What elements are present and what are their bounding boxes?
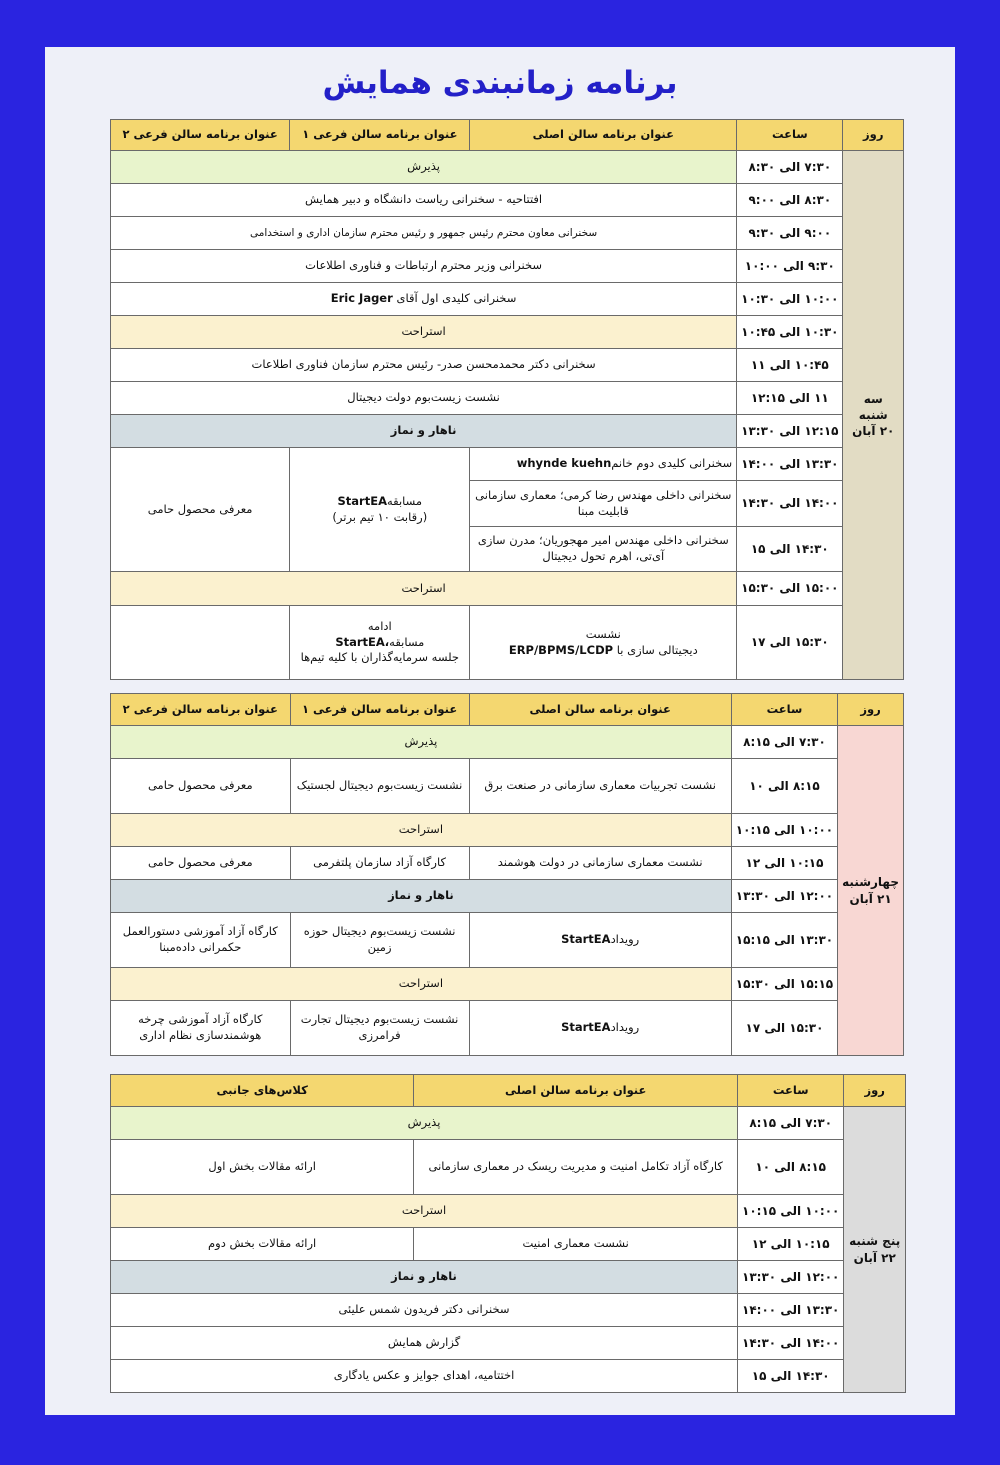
main-hall-cell: نشست معماری امنیت — [414, 1228, 738, 1261]
table-row — [111, 913, 904, 968]
time-cell: ۱۳:۳۰ الی ۱۴:۰۰ — [738, 1294, 844, 1327]
table-row — [111, 448, 904, 481]
schedule-table-tuesday — [110, 119, 904, 680]
time-cell: ۱۰:۴۵ الی ۱۱ — [737, 349, 843, 382]
session-text: جلسه سرمایه‌گذاران با کلیه تیم‌ها — [300, 650, 459, 665]
table-row — [111, 968, 904, 1001]
session-cell: پذیرش — [111, 151, 737, 184]
table-header-row — [111, 1075, 906, 1107]
side-hall-2-cell: معرفی محصول حامی — [111, 759, 291, 814]
session-cell: سخنرانی معاون محترم رئیس جمهور و رئیس محترم سازمان اداری و استخدامی — [111, 217, 737, 250]
table-row — [111, 184, 904, 217]
table-row — [111, 1107, 906, 1140]
side-hall-2-cell: کارگاه آزاد آموزشی دستورالعمل حکمرانی داده‌مبنا — [111, 913, 291, 968]
time-cell: ۱۱ الی ۱۲:۱۵ — [737, 382, 843, 415]
table-row — [111, 151, 904, 184]
table-row — [111, 1140, 906, 1195]
time-cell: ۱۰:۰۰ الی ۱۰:۱۵ — [738, 1195, 844, 1228]
time-cell: ۱۴:۰۰ الی ۱۴:۳۰ — [737, 481, 843, 527]
header-side-classes: کلاس‌های جانبی — [111, 1075, 414, 1107]
session-cell: افتتاحیه - سخنرانی ریاست دانشگاه و دبیر همایش — [111, 184, 737, 217]
day-cell — [844, 1107, 906, 1393]
side-hall-1-cell: نشست زیست‌بوم دیجیتال حوزه زمین — [290, 913, 469, 968]
table-row — [111, 1360, 906, 1393]
main-hall-cell — [470, 606, 737, 680]
time-cell: ۱۵:۳۰ الی ۱۷ — [737, 606, 843, 680]
break-cell: استراحت — [111, 814, 732, 847]
main-hall-cell — [470, 448, 737, 481]
session-cell: پذیرش — [111, 726, 732, 759]
time-cell: ۱۵:۳۰ الی ۱۷ — [731, 1001, 837, 1056]
main-hall-cell — [469, 1001, 731, 1056]
session-text: ادامه — [367, 619, 392, 634]
main-hall-cell: سخنرانی داخلی مهندس امیر مهجوریان؛ مدرن سازی آی‌تی، اهرم تحول دیجیتال — [470, 527, 737, 572]
time-cell: ۷:۳۰ الی ۸:۱۵ — [731, 726, 837, 759]
main-hall-cell: نشست تجربیات معماری سازمانی در صنعت برق — [469, 759, 731, 814]
header-side-hall-2: عنوان برنامه سالن فرعی ۲ — [111, 120, 290, 151]
session-text: رویداد — [610, 932, 640, 947]
table-row — [111, 415, 904, 448]
session-cell: سخنرانی دکتر محمدمحسن صدر- رئیس محترم سازمان فناوری اطلاعات — [111, 349, 737, 382]
table-row — [111, 1195, 906, 1228]
header-day: روز — [838, 694, 904, 726]
schedule-page — [45, 47, 955, 1415]
side-hall-1-cell — [290, 606, 470, 680]
time-cell: ۸:۳۰ الی ۹:۰۰ — [737, 184, 843, 217]
side-hall-1-cell: کارگاه آزاد سازمان پلتفرمی — [290, 847, 469, 880]
table-row — [111, 1261, 906, 1294]
day-date: ۲۲ آبان — [853, 1250, 896, 1265]
competition-sub: (رقابت ۱۰ تیم برتر) — [332, 509, 428, 524]
main-hall-cell: نشست معماری سازمانی در دولت هوشمند — [469, 847, 731, 880]
header-main-hall: عنوان برنامه سالن اصلی — [469, 694, 731, 726]
speaker-name: Eric Jager — [330, 291, 393, 306]
event-name: StartEA — [561, 1020, 611, 1035]
side-hall-2-cell — [111, 606, 290, 680]
header-side-hall-1: عنوان برنامه سالن فرعی ۱ — [290, 694, 469, 726]
time-cell: ۱۳:۳۰ الی ۱۴:۰۰ — [737, 448, 843, 481]
session-text: رویداد — [610, 1020, 640, 1035]
time-cell: ۸:۱۵ الی ۱۰ — [731, 759, 837, 814]
session-cell — [111, 283, 737, 316]
table-row — [111, 382, 904, 415]
header-day: روز — [844, 1075, 906, 1107]
time-cell: ۱۲:۱۵ الی ۱۳:۳۰ — [737, 415, 843, 448]
time-cell: ۱۴:۳۰ الی ۱۵ — [738, 1360, 844, 1393]
table-row — [111, 847, 904, 880]
break-cell: استراحت — [111, 1195, 738, 1228]
table-row — [111, 1294, 906, 1327]
table-row — [111, 759, 904, 814]
break-cell: استراحت — [111, 572, 737, 606]
session-cell: اختتامیه، اهدای جوایز و عکس یادگاری — [111, 1360, 738, 1393]
header-time: ساعت — [731, 694, 837, 726]
header-time: ساعت — [738, 1075, 844, 1107]
side-hall-1-cell: نشست زیست‌بوم دیجیتال تجارت فرامرزی — [290, 1001, 469, 1056]
session-cell: گزارش همایش — [111, 1327, 738, 1360]
table-row — [111, 726, 904, 759]
time-cell: ۱۰:۳۰ الی ۱۰:۴۵ — [737, 316, 843, 349]
header-main-hall: عنوان برنامه سالن اصلی — [470, 120, 737, 151]
side-hall-2-cell: معرفی محصول حامی — [111, 448, 290, 572]
session-text: نشست — [585, 626, 621, 641]
event-name: StartEA — [561, 932, 611, 947]
lunch-cell: ناهار و نماز — [111, 880, 732, 913]
table-row — [111, 349, 904, 382]
session-text: سخنرانی کلیدی دوم خانم — [611, 456, 733, 471]
table-row — [111, 606, 904, 680]
break-cell: استراحت — [111, 316, 737, 349]
time-cell: ۱۵:۰۰ الی ۱۵:۳۰ — [737, 572, 843, 606]
table-header-row — [111, 120, 904, 151]
day-cell — [838, 726, 904, 1056]
competition-name: StartEA — [337, 493, 387, 508]
side-hall-2-cell: معرفی محصول حامی — [111, 847, 291, 880]
time-cell: ۷:۳۰ الی ۸:۱۵ — [738, 1107, 844, 1140]
header-day: روز — [843, 120, 904, 151]
time-cell: ۱۴:۰۰ الی ۱۴:۳۰ — [738, 1327, 844, 1360]
main-hall-cell: سخنرانی داخلی مهندس رضا کرمی؛ معماری سازمانی قابلیت مبنا — [470, 481, 737, 527]
table-row — [111, 217, 904, 250]
time-cell: ۱۲:۰۰ الی ۱۳:۳۰ — [738, 1261, 844, 1294]
schedule-table-thursday — [110, 1074, 906, 1393]
header-time: ساعت — [737, 120, 843, 151]
side-hall-1-cell — [290, 448, 470, 572]
side-hall-1-cell: نشست زیست‌بوم دیجیتال لجستیک — [290, 759, 469, 814]
speaker-name: whynde kuehn — [516, 456, 612, 471]
time-cell: ۷:۳۰ الی ۸:۳۰ — [737, 151, 843, 184]
time-cell: ۱۵:۱۵ الی ۱۵:۳۰ — [731, 968, 837, 1001]
session-cell: سخنرانی وزیر محترم ارتباطات و فناوری اطلاعات — [111, 250, 737, 283]
table-row — [111, 1228, 906, 1261]
session-text: مسابقه — [389, 634, 425, 649]
table-row — [111, 316, 904, 349]
header-main-hall: عنوان برنامه سالن اصلی — [414, 1075, 738, 1107]
day-name: چهارشنبه — [842, 875, 899, 890]
platform-name: ERP/BPMS/LCDP — [508, 642, 614, 657]
table-row — [111, 283, 904, 316]
time-cell: ۱۴:۳۰ الی ۱۵ — [737, 527, 843, 572]
schedule-table-wednesday — [110, 693, 904, 1056]
session-cell: نشست زیست‌بوم دولت دیجیتال — [111, 382, 737, 415]
time-cell: ۱۰:۱۵ الی ۱۲ — [738, 1228, 844, 1261]
table-row — [111, 250, 904, 283]
day-date: ۲۰ آبان — [852, 424, 895, 439]
table-row — [111, 1327, 906, 1360]
time-cell: ۱۲:۰۰ الی ۱۳:۳۰ — [731, 880, 837, 913]
header-side-hall-1: عنوان برنامه سالن فرعی ۱ — [290, 120, 470, 151]
lunch-cell: ناهار و نماز — [111, 1261, 738, 1294]
session-cell: سخنرانی دکتر فریدون شمس علیئی — [111, 1294, 738, 1327]
competition-name: StartEA، — [335, 634, 390, 649]
table-row — [111, 1001, 904, 1056]
session-text: دیجیتالی سازی با — [616, 642, 698, 657]
session-text: سخنرانی کلیدی اول آقای — [396, 291, 517, 306]
time-cell: ۹:۰۰ الی ۹:۳۰ — [737, 217, 843, 250]
break-cell: استراحت — [111, 968, 732, 1001]
time-cell: ۱۳:۳۰ الی ۱۵:۱۵ — [731, 913, 837, 968]
main-hall-cell — [469, 913, 731, 968]
competition-label: مسابقه — [386, 493, 423, 508]
table-row — [111, 572, 904, 606]
page-title: برنامه زمانبندی همایش — [322, 65, 678, 101]
time-cell: ۸:۱۵ الی ۱۰ — [738, 1140, 844, 1195]
time-cell: ۱۰:۰۰ الی ۱۰:۳۰ — [737, 283, 843, 316]
day-cell — [843, 151, 904, 680]
table-header-row — [111, 694, 904, 726]
main-hall-cell: کارگاه آزاد تکامل امنیت و مدیریت ریسک در معماری سازمانی — [414, 1140, 738, 1195]
time-cell: ۱۰:۰۰ الی ۱۰:۱۵ — [731, 814, 837, 847]
time-cell: ۹:۳۰ الی ۱۰:۰۰ — [737, 250, 843, 283]
table-row — [111, 880, 904, 913]
side-hall-2-cell: کارگاه آزاد آموزشی چرخه هوشمندسازی نظام اداری — [111, 1001, 291, 1056]
day-name: سه شنبه — [858, 391, 888, 422]
side-class-cell: ارائه مقالات بخش دوم — [111, 1228, 414, 1261]
header-side-hall-2: عنوان برنامه سالن فرعی ۲ — [111, 694, 291, 726]
side-class-cell: ارائه مقالات بخش اول — [111, 1140, 414, 1195]
day-date: ۲۱ آبان — [849, 891, 892, 906]
day-name: پنج شنبه — [849, 1234, 901, 1249]
lunch-cell: ناهار و نماز — [111, 415, 737, 448]
table-row — [111, 814, 904, 847]
session-cell: پذیرش — [111, 1107, 738, 1140]
time-cell: ۱۰:۱۵ الی ۱۲ — [731, 847, 837, 880]
